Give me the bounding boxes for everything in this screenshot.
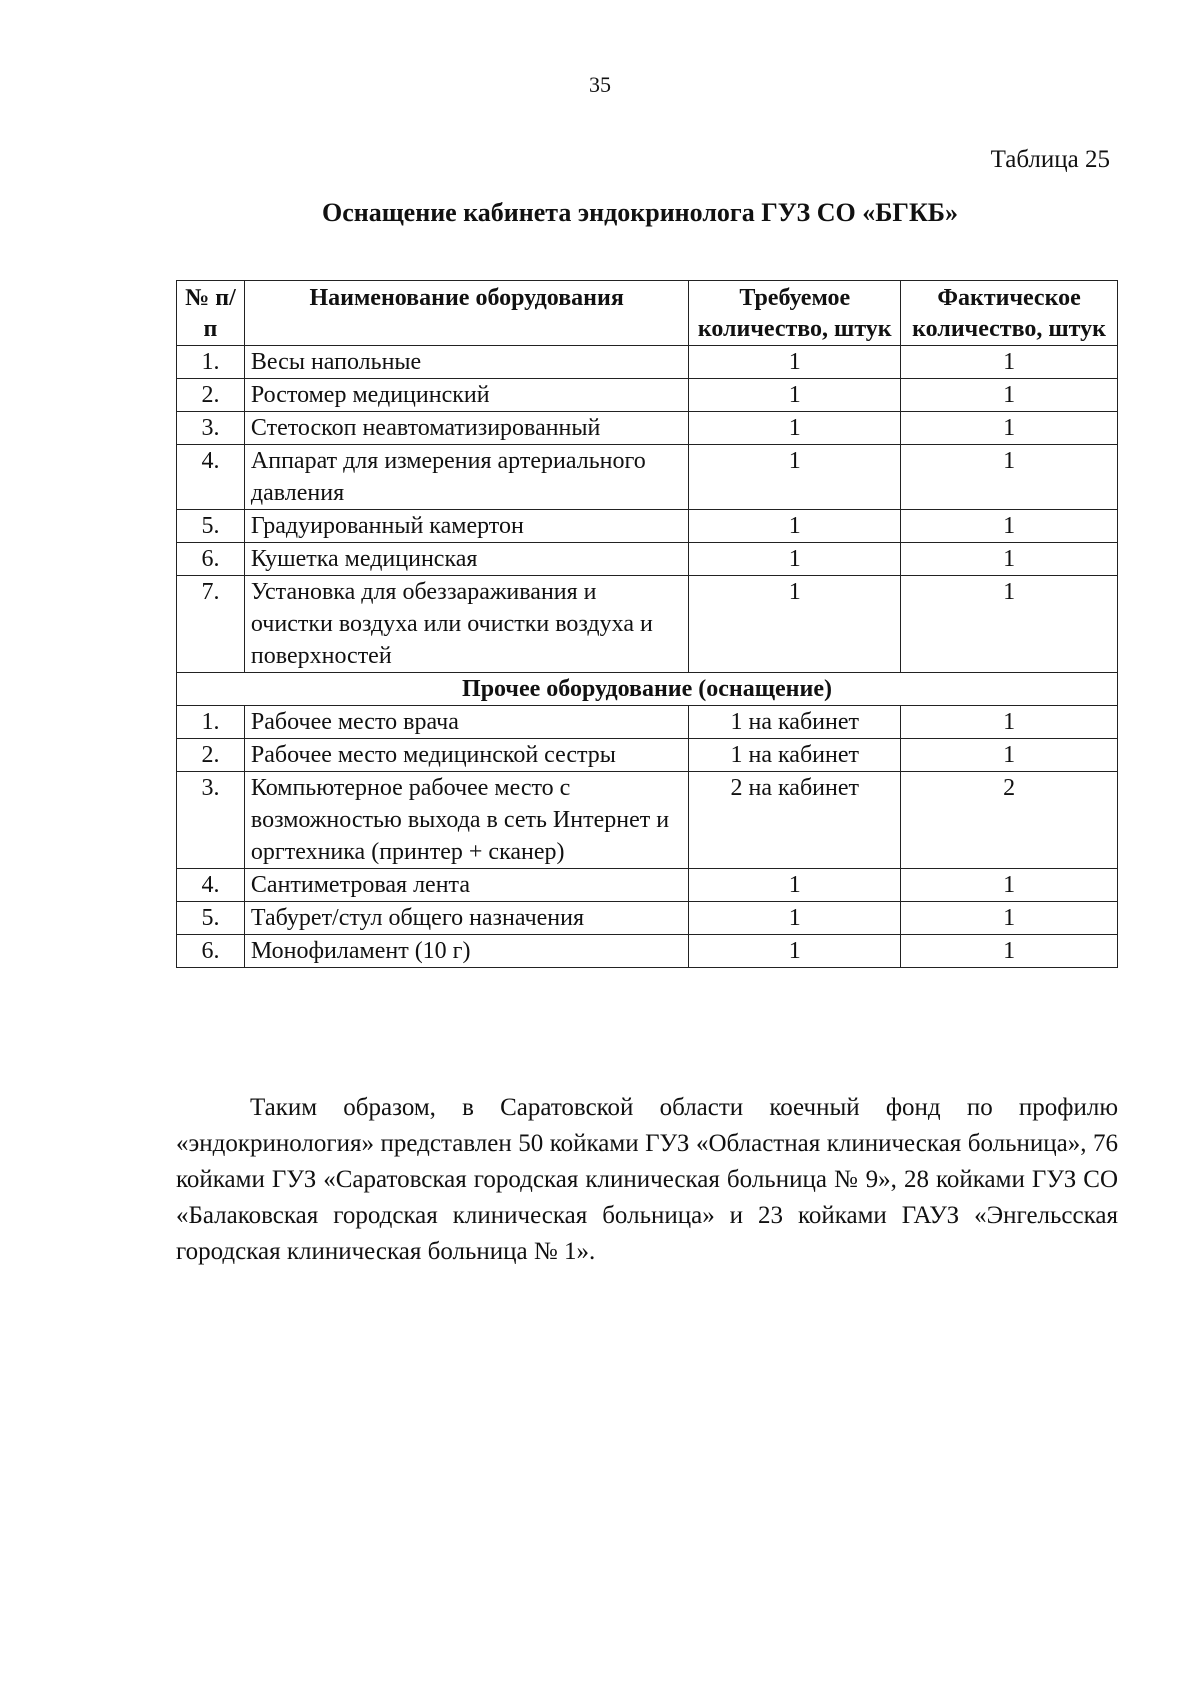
required-quantity: 1 (689, 869, 901, 902)
table-row (177, 379, 1118, 412)
actual-quantity: 1 (901, 902, 1118, 935)
required-quantity: 1 (689, 445, 901, 510)
required-quantity: 1 (689, 576, 901, 673)
table-header-row (177, 281, 1118, 346)
row-number: 2. (177, 739, 245, 772)
table-row (177, 346, 1118, 379)
equipment-name: Установка для обеззараживания и очистки воздуха или очистки воздуха и поверхностей (244, 576, 688, 673)
row-number: 2. (177, 379, 245, 412)
summary-paragraph (176, 1090, 1118, 1270)
row-number: 3. (177, 412, 245, 445)
table-row (177, 935, 1118, 968)
equipment-name: Стетоскоп неавтоматизированный (244, 412, 688, 445)
other-equipment-rows (177, 706, 1118, 968)
actual-quantity: 1 (901, 510, 1118, 543)
table-row (177, 543, 1118, 576)
equipment-name: Аппарат для измерения артериального давления (244, 445, 688, 510)
required-quantity: 1 (689, 412, 901, 445)
row-number: 6. (177, 935, 245, 968)
equipment-name: Градуированный камертон (244, 510, 688, 543)
required-quantity: 1 (689, 379, 901, 412)
header-required: Требуемое количество, штук (689, 281, 901, 346)
required-quantity: 1 на кабинет (689, 739, 901, 772)
main-equipment-rows (177, 346, 1118, 673)
table-row (177, 902, 1118, 935)
section-title: Прочее оборудование (оснащение) (177, 673, 1118, 706)
equipment-name: Рабочее место медицинской сестры (244, 739, 688, 772)
table-row (177, 412, 1118, 445)
required-quantity: 2 на кабинет (689, 772, 901, 869)
actual-quantity: 1 (901, 739, 1118, 772)
equipment-name: Кушетка медицинская (244, 543, 688, 576)
actual-quantity: 1 (901, 412, 1118, 445)
actual-quantity: 1 (901, 543, 1118, 576)
table-row (177, 706, 1118, 739)
actual-quantity: 1 (901, 869, 1118, 902)
table-row (177, 510, 1118, 543)
page-number: 35 (589, 72, 611, 97)
actual-quantity: 2 (901, 772, 1118, 869)
required-quantity: 1 на кабинет (689, 706, 901, 739)
table-row (177, 772, 1118, 869)
required-quantity: 1 (689, 346, 901, 379)
row-number: 4. (177, 869, 245, 902)
equipment-name: Рабочее место врача (244, 706, 688, 739)
required-quantity: 1 (689, 543, 901, 576)
actual-quantity: 1 (901, 445, 1118, 510)
equipment-name: Весы напольные (244, 346, 688, 379)
row-number: 1. (177, 706, 245, 739)
required-quantity: 1 (689, 510, 901, 543)
actual-quantity: 1 (901, 935, 1118, 968)
equipment-name: Ростомер медицинский (244, 379, 688, 412)
header-num: № п/п (177, 281, 245, 346)
table-row (177, 739, 1118, 772)
table-caption: Таблица 25 (990, 146, 1110, 173)
row-number: 7. (177, 576, 245, 673)
table-row (177, 445, 1118, 510)
table-row (177, 576, 1118, 673)
row-number: 1. (177, 346, 245, 379)
actual-quantity: 1 (901, 346, 1118, 379)
header-actual: Фактическое количество, штук (901, 281, 1118, 346)
actual-quantity: 1 (901, 706, 1118, 739)
section-row (177, 673, 1118, 706)
header-name: Наименование оборудования (244, 281, 688, 346)
row-number: 3. (177, 772, 245, 869)
equipment-table (176, 280, 1118, 968)
required-quantity: 1 (689, 902, 901, 935)
equipment-name: Табурет/стул общего назначения (244, 902, 688, 935)
required-quantity: 1 (689, 935, 901, 968)
equipment-name: Сантиметровая лента (244, 869, 688, 902)
equipment-name: Компьютерное рабочее место с возможностью выхода в сеть Интернет и оргтехника (принтер + сканер) (244, 772, 688, 869)
equipment-name: Монофиламент (10 г) (244, 935, 688, 968)
actual-quantity: 1 (901, 576, 1118, 673)
row-number: 5. (177, 902, 245, 935)
table-row (177, 869, 1118, 902)
row-number: 5. (177, 510, 245, 543)
actual-quantity: 1 (901, 379, 1118, 412)
row-number: 6. (177, 543, 245, 576)
document-title: Оснащение кабинета эндокринолога ГУЗ СО «БГКБ» (321, 198, 958, 227)
row-number: 4. (177, 445, 245, 510)
summary-text: Таким образом, в Саратовской области коечный фонд по профилю «эндокринология» представлен 50 койками ГУЗ «Областная клиническая больница», 76 койками ГУЗ «Саратовская городская клиническая больница № 9», 28 койками ГУЗ СО «Балаковская городская клиническая больница» и 23 койками ГАУЗ «Энгельсская городская клиническая больница № 1». (176, 1094, 1118, 1265)
